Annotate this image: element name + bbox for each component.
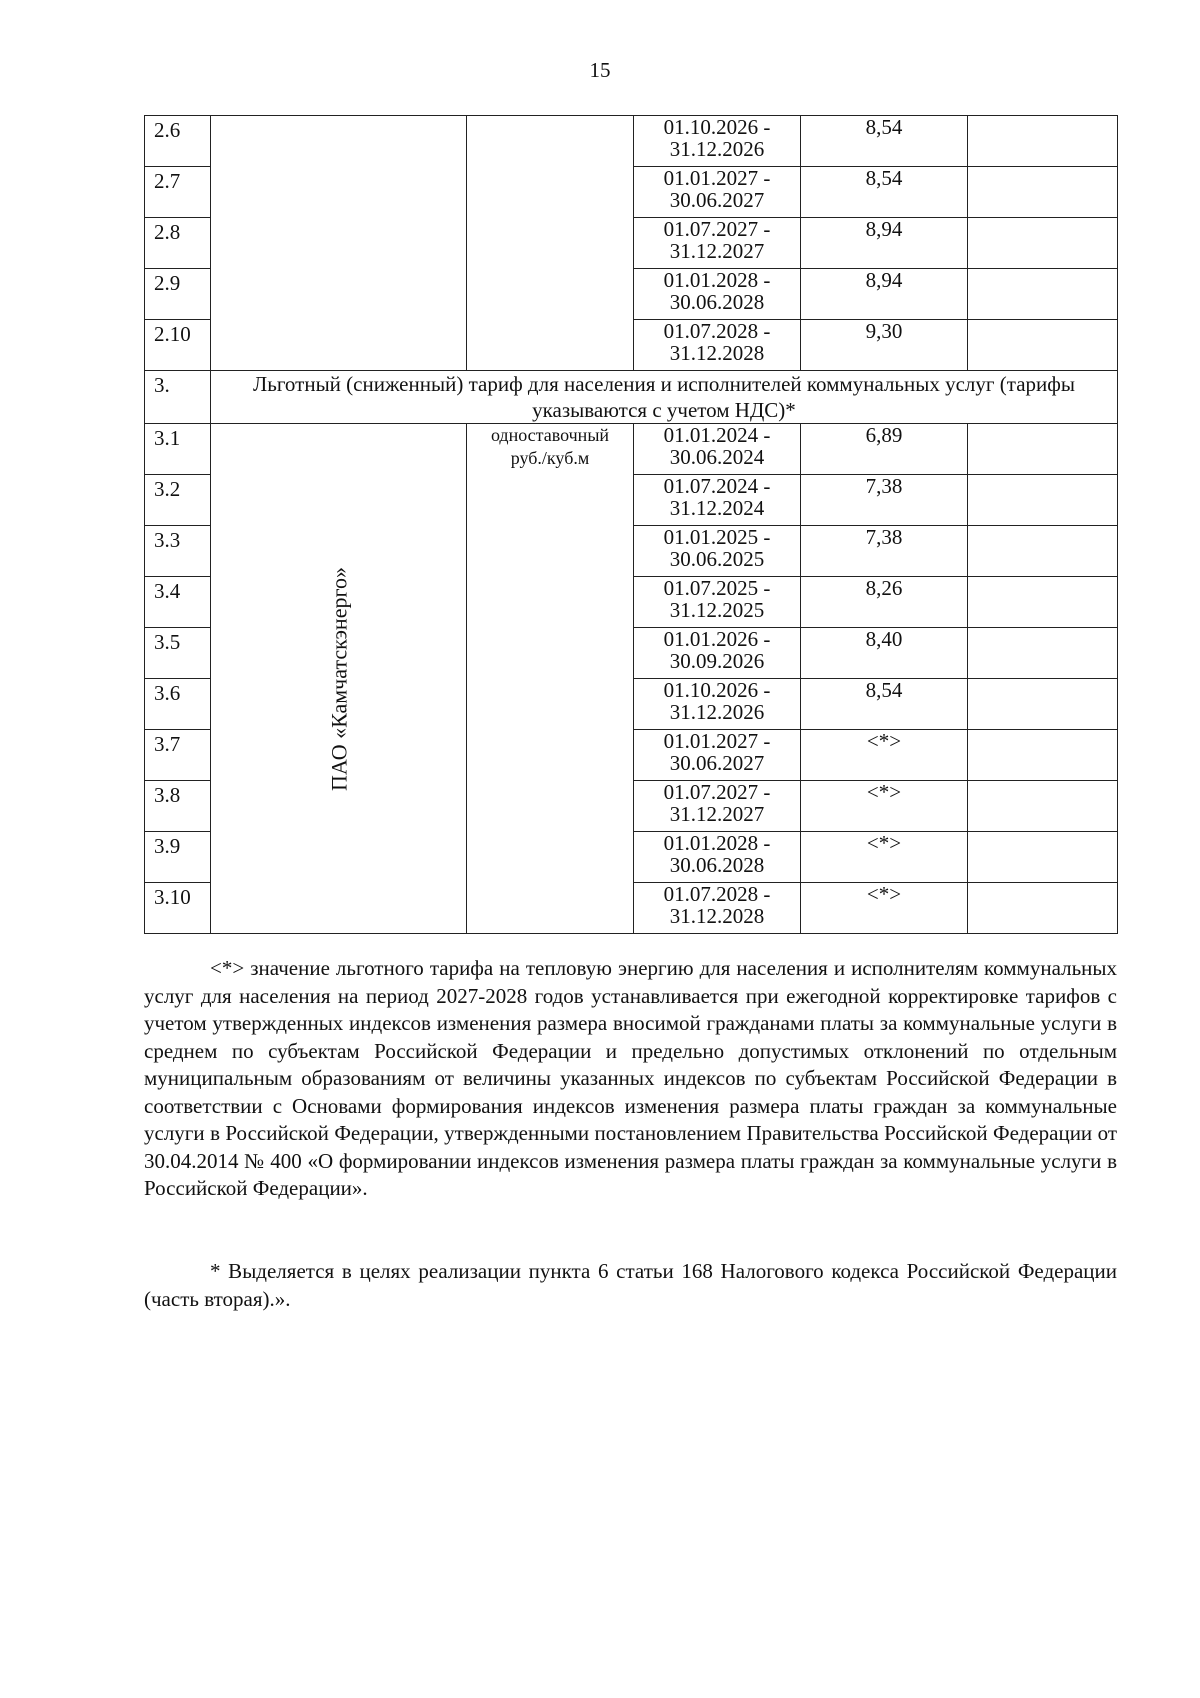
period-cell: 01.07.2027 - 31.12.2027 — [634, 218, 801, 269]
row-number: 3.4 — [145, 577, 211, 628]
period-cell: 01.01.2027 - 30.06.2027 — [634, 167, 801, 218]
empty-cell — [968, 781, 1118, 832]
table-row — [145, 424, 1118, 475]
section-title: Льготный (сниженный) тариф для населения и исполнителей коммунальных услуг (тарифы указываются с учетом НДС)* — [211, 371, 1118, 424]
empty-cell — [968, 269, 1118, 320]
row-number: 3.6 — [145, 679, 211, 730]
period-cell: 01.01.2027 - 30.06.2027 — [634, 730, 801, 781]
empty-cell — [968, 577, 1118, 628]
row-number: 2.8 — [145, 218, 211, 269]
empty-cell — [968, 167, 1118, 218]
tariff-type-cell-continued — [467, 116, 634, 371]
organization-cell-continued — [211, 116, 467, 371]
row-number: 3.5 — [145, 628, 211, 679]
tariff-value: <*> — [801, 781, 968, 832]
empty-cell — [968, 475, 1118, 526]
tariff-value: 9,30 — [801, 320, 968, 371]
period-cell: 01.10.2026 - 31.12.2026 — [634, 116, 801, 167]
footnote-vat-note: * Выделяется в целях реализации пункта 6 статьи 168 Налогового кодекса Российской Федерации (часть вторая).». — [144, 1259, 1117, 1311]
period-cell: 01.07.2028 - 31.12.2028 — [634, 883, 801, 934]
footnote-tariff-note: <*> значение льготного тарифа на тепловую энергию для населения и исполнителям коммунальных услуг для населения на период 2027-2028 годов устанавливается при ежегодной корректировке тарифов с учетом утвержденных индексов изменения размера вносимой гражданами платы за коммунальные услуги в среднем по субъектам Российской Федерации и предельно допустимых отклонений по отдельным муниципальным образованиям от величины указанных индексов по субъектам Российской Федерации в соответствии с Основами формирования индексов изменения размера платы граждан за коммунальные услуги в Российской Федерации, утвержденными постановлением Правительства Российской Федерации от 30.04.2014 № 400 «О формировании индексов изменения размера платы граждан за коммунальные услуги в Российской Федерации». — [144, 956, 1117, 1200]
row-number: 2.9 — [145, 269, 211, 320]
section-number: 3. — [145, 371, 211, 424]
row-number: 3.10 — [145, 883, 211, 934]
empty-cell — [968, 679, 1118, 730]
empty-cell — [968, 320, 1118, 371]
empty-cell — [968, 526, 1118, 577]
tariff-type: одноставочный — [490, 425, 610, 445]
empty-cell — [968, 883, 1118, 934]
empty-cell — [968, 730, 1118, 781]
period-cell: 01.07.2024 - 31.12.2024 — [634, 475, 801, 526]
period-cell: 01.01.2024 - 30.06.2024 — [634, 424, 801, 475]
row-number: 3.2 — [145, 475, 211, 526]
tariff-value: <*> — [801, 883, 968, 934]
period-cell: 01.07.2027 - 31.12.2027 — [634, 781, 801, 832]
tariff-value: 7,38 — [801, 526, 968, 577]
tariff-table — [144, 115, 1118, 934]
table-row — [145, 116, 1118, 167]
period-cell: 01.10.2026 - 31.12.2026 — [634, 679, 801, 730]
row-number: 3.9 — [145, 832, 211, 883]
period-cell: 01.01.2028 - 30.06.2028 — [634, 269, 801, 320]
row-number: 3.1 — [145, 424, 211, 475]
row-number: 2.7 — [145, 167, 211, 218]
tariff-value: 8,94 — [801, 218, 968, 269]
tariff-value: 6,89 — [801, 424, 968, 475]
tariff-value: <*> — [801, 730, 968, 781]
organization-name: ПАО «Камчатскэнерго» — [326, 566, 351, 791]
empty-cell — [968, 832, 1118, 883]
tariff-value: 7,38 — [801, 475, 968, 526]
period-cell: 01.07.2025 - 31.12.2025 — [634, 577, 801, 628]
period-cell: 01.01.2028 - 30.06.2028 — [634, 832, 801, 883]
period-cell: 01.01.2026 - 30.09.2026 — [634, 628, 801, 679]
row-number: 3.7 — [145, 730, 211, 781]
empty-cell — [968, 424, 1118, 475]
organization-cell — [211, 424, 467, 934]
tariff-value: 8,26 — [801, 577, 968, 628]
empty-cell — [968, 628, 1118, 679]
tariff-value: 8,40 — [801, 628, 968, 679]
tariff-type-cell — [467, 424, 634, 934]
tariff-value: 8,54 — [801, 116, 968, 167]
tariff-value: 8,54 — [801, 167, 968, 218]
empty-cell — [968, 116, 1118, 167]
row-number: 3.8 — [145, 781, 211, 832]
tariff-value: <*> — [801, 832, 968, 883]
row-number: 2.10 — [145, 320, 211, 371]
tariff-value: 8,94 — [801, 269, 968, 320]
row-number: 2.6 — [145, 116, 211, 167]
section-header-row — [145, 371, 1118, 424]
tariff-unit: руб./куб.м — [510, 448, 590, 468]
page-number: 15 — [589, 58, 611, 82]
period-cell: 01.01.2025 - 30.06.2025 — [634, 526, 801, 577]
period-cell: 01.07.2028 - 31.12.2028 — [634, 320, 801, 371]
tariff-value: 8,54 — [801, 679, 968, 730]
empty-cell — [968, 218, 1118, 269]
row-number: 3.3 — [145, 526, 211, 577]
